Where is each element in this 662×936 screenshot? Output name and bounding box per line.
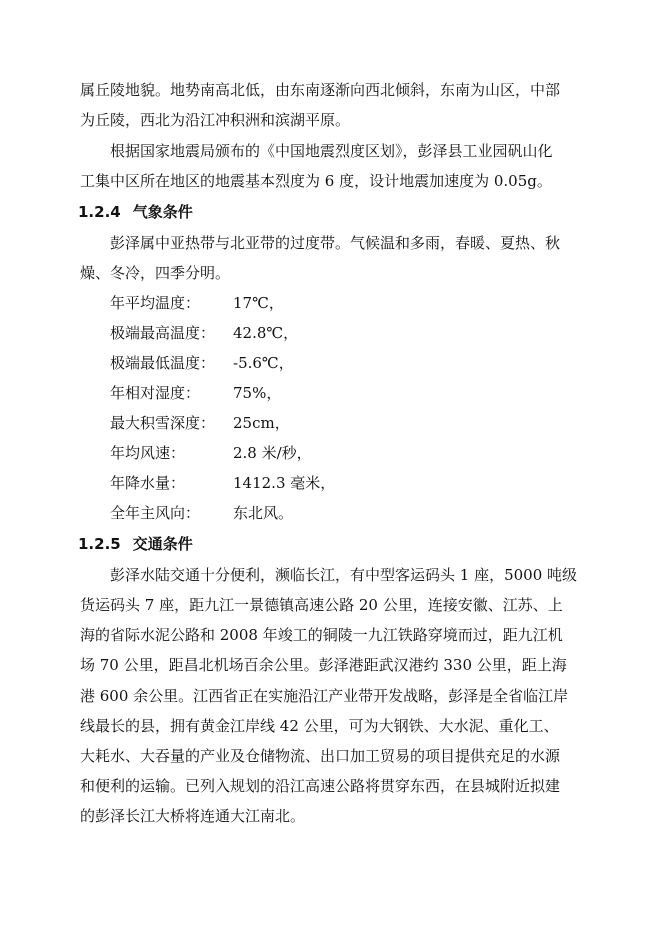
section-125-line-9: 的彭泽长江大桥将连通大江南北。 [80, 807, 306, 825]
section-125-line-7: 大耗水、大吞量的产业及仓储物流、出口加工贸易的项目提供充足的水源 [80, 747, 561, 765]
section-125-line-5: 港 600 余公里。江西省正在实施沿江产业带开发战略，彭泽是全省临江岸 [80, 687, 569, 705]
section-125-number: 1.2.5 [78, 535, 121, 553]
climate-value: 75%， [233, 384, 282, 402]
paragraph-1-line-2: 为丘陵，西北为沿江冲积洲和滨湖平原。 [80, 111, 351, 129]
section-125-line-8: 和便利的运输。已列入规划的沿江高速公路将贯穿东西，在县城附近拟建 [80, 777, 561, 795]
section-125-line-6: 线最长的县，拥有黄金江岸线 42 公里，可为大钢铁、大水泥、重化工、 [80, 717, 559, 735]
climate-label: 年降水量： [110, 474, 186, 492]
climate-label: 年平均温度： [110, 294, 201, 312]
climate-value: 1412.3 毫米， [233, 474, 336, 492]
climate-label: 极端最低温度： [110, 354, 216, 372]
climate-label: 极端最高温度： [110, 324, 216, 342]
climate-value: -5.6℃， [233, 354, 294, 372]
section-125-heading [78, 534, 193, 554]
climate-value: 东北风。 [233, 504, 294, 522]
section-125-title: 交通条件 [132, 535, 193, 553]
section-124-intro-line-2: 燥、冬冷，四季分明。 [80, 264, 231, 282]
section-124-heading [78, 202, 193, 222]
section-125-line-3: 海的省际水泥公路和 2008 年竣工的铜陵一九江铁路穿境而过，距九江机 [80, 626, 563, 644]
paragraph-1-line-1: 属丘陵地貌。地势南高北低，由东南逐渐向西北倾斜，东南为山区，中部 [80, 81, 561, 99]
climate-label: 最大积雪深度： [110, 414, 216, 432]
section-125-line-4: 场 70 公里，距昌北机场百余公里。彭泽港距武汉港约 330 公里，距上海 [80, 656, 567, 674]
section-125-line-2: 货运码头 7 座，距九江一景德镇高速公路 20 公里，连接安徽、江苏、上 [80, 596, 563, 614]
section-124-title: 气象条件 [132, 203, 193, 221]
paragraph-2-line-1: 根据国家地震局颁布的《中国地震烈度区划》，彭泽县工业园矾山化 [110, 142, 553, 160]
section-124-intro-line-1: 彭泽属中亚热带与北亚带的过度带。气候温和多雨，春暖、夏热、秋 [110, 234, 561, 252]
climate-value: 2.8 米/秒， [233, 444, 312, 462]
climate-value: 17℃， [233, 294, 284, 312]
climate-value: 25cm， [233, 414, 290, 432]
climate-label: 年均风速： [110, 444, 186, 462]
section-125-line-1: 彭泽水陆交通十分便利，濒临长江，有中型客运码头 1 座，5000 吨级 [110, 566, 578, 584]
climate-value: 42.8℃， [233, 324, 299, 342]
climate-label: 全年主风向： [110, 504, 201, 522]
section-124-number: 1.2.4 [78, 203, 121, 221]
climate-label: 年相对湿度： [110, 384, 201, 402]
paragraph-2-line-2: 工集中区所在地区的地震基本烈度为 6 度，设计地震加速度为 0.05g。 [80, 172, 552, 190]
